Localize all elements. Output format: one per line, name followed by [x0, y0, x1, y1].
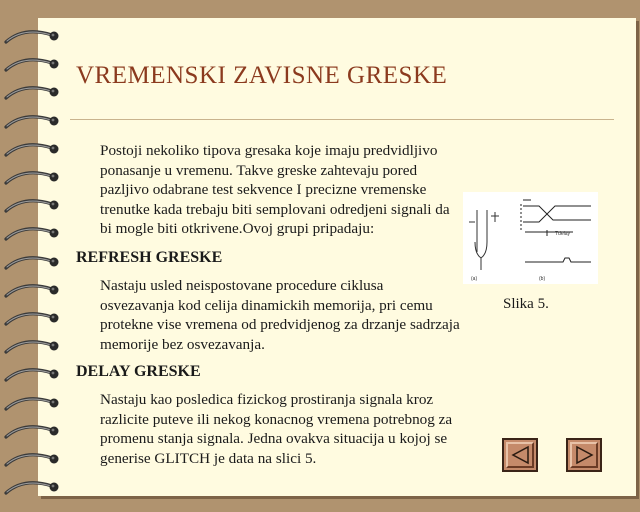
panel-a-label: (a): [471, 276, 478, 282]
tdelay-label: Tdelay: [555, 231, 571, 237]
spiral-ring-icon: [2, 84, 62, 102]
panel-b-label: (b): [539, 276, 546, 282]
triangle-left-icon: [504, 440, 536, 470]
gate-sketch: [469, 210, 499, 270]
figure-glitch-diagram: [463, 192, 598, 284]
spiral-ring-icon: [2, 366, 62, 384]
spiral-ring-icon: [2, 225, 62, 243]
intro-paragraph: Postoji nekoliko tipova gresaka koje imaju predvidljivo ponasanje u vremenu. Takve greske zahtevaju pored pazljivo odabrane test sekvence I precizne vremenske trenutke kada trebaju biti semplovani odredjeni signali da bi mogle biti otkrivene.Ovoj grupi pripadaju:: [100, 142, 450, 237]
spiral-ring-icon: [2, 197, 62, 215]
figure-caption: Slika 5.: [503, 296, 549, 312]
section-text-delay: Nastaju kao posledica fizickog prostiranja signala kroz razlicite puteve ili nekog konacnog vremena potrebnog za promenu stanja signala. Jedna ovakva situacija u kojoj se generise GLITCH je data na slici 5.: [100, 391, 453, 467]
spiral-ring-icon: [2, 423, 62, 441]
spiral-ring-icon: [2, 113, 62, 131]
spiral-ring-icon: [2, 141, 62, 159]
triangle-right-icon: [568, 440, 600, 470]
spiral-ring-icon: [2, 28, 62, 46]
slide-title: VREMENSKI ZAVISNE GRESKE: [76, 62, 448, 89]
spiral-ring-icon: [2, 282, 62, 300]
section-heading-refresh: REFRESH GRESKE: [76, 249, 223, 266]
spiral-ring-icon: [2, 254, 62, 272]
spiral-ring-icon: [2, 395, 62, 413]
section-heading-delay: DELAY GRESKE: [76, 363, 201, 380]
spiral-ring-icon: [2, 310, 62, 328]
section-text-refresh: Nastaju usled neispostovane procedure ciklusa osvezavanja kod celija dinamickih memorija, pri cemu protekne vise vremena od predvidjenog za drzanje sadrzaja memorije bez osvezavanja.: [100, 277, 460, 353]
spiral-ring-icon: [2, 169, 62, 187]
spiral-ring-icon: [2, 451, 62, 469]
next-slide-button[interactable]: [566, 438, 602, 472]
spiral-ring-icon: [2, 338, 62, 356]
prev-slide-button[interactable]: [502, 438, 538, 472]
spiral-ring-icon: [2, 56, 62, 74]
title-divider: [70, 119, 614, 120]
spiral-ring-icon: [2, 479, 62, 497]
